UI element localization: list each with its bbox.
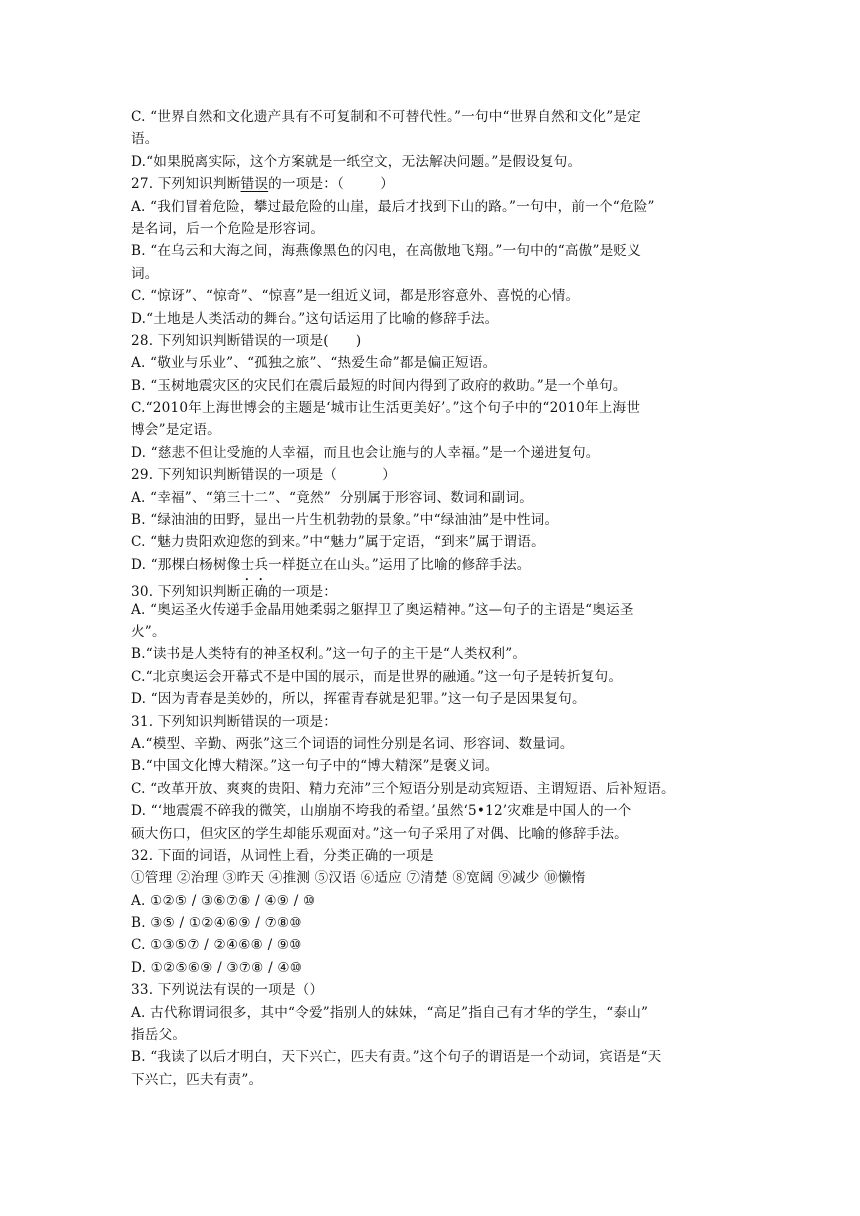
- text-line: 博会”是定语。: [131, 422, 221, 439]
- text-line: ①管理 ②治理 ③昨天 ④推测 ⑤汉语 ⑥适应 ⑦清楚 ⑧宽阔 ⑨减少 ⑩懒惰: [131, 870, 586, 887]
- text-line: B. ③⑤ / ①②④⑥⑨ / ⑦⑧⑩: [131, 915, 302, 932]
- text-line: C.“北京奥运会开幕式不是中国的展示，而是世界的融通。”这一句子是转折复句。: [131, 668, 623, 685]
- line-segment: 的一项是：（ ）: [268, 176, 395, 193]
- text-line: 火”。: [131, 623, 166, 640]
- text-line: B.“中国文化博大精深。”这一句子中的“博大精深”是褒义词。: [131, 758, 499, 775]
- text-line: 硕大伤口，但灾区的学生却能乐观面对。”这一句子采用了对偶、比喻的修辞手法。: [131, 825, 628, 842]
- text-line: B. “绿油油的田野，显出一片生机勃勃的景象。”中“绿油油”是中性词。: [131, 512, 559, 529]
- emphasized-word: 错误: [240, 176, 269, 193]
- text-line: 下兴亡，匹夫有责”。: [131, 1071, 263, 1088]
- text-line: [131, 576, 731, 598]
- text-line: [131, 173, 731, 195]
- text-line: C. “世界自然和文化遗产具有不可复制和不可替代性。”一句中“世界自然和文化”是定: [131, 109, 641, 125]
- text-line: D. “因为青春是美妙的，所以，挥霍青春就是犯罪。”这一句子是因果复句。: [131, 691, 586, 708]
- text-line: B. “我读了以后才明白，天下兴亡，匹夫有责。”这个句子的谓语是一个动词，宾语是“天: [131, 1049, 662, 1066]
- line-segment: 的一项是：: [268, 584, 338, 599]
- text-line: B.“读书是人类特有的神圣权利。”这一句子的主干是“人类权利”。: [131, 646, 527, 663]
- text-line: 29. 下列知识判断错误的一项是（ ）: [131, 467, 397, 484]
- text-line: 是名词，后一个危险是形容词。: [131, 220, 325, 237]
- text-line: D.“土地是人类活动的舞台。”这句话运用了比喻的修辞手法。: [131, 310, 499, 327]
- text-line: 32. 下面的词语，从词性上看，分类正确的一项是: [131, 847, 434, 864]
- text-line: 语。: [131, 131, 159, 148]
- text-line: D. “‘地震震不碎我的微笑，山崩崩不垮我的希望。’虽然‘5•12’灾难是中国人的一个: [131, 803, 632, 820]
- text-line: A. “敬业与乐业”、“孤独之旅”、“热爱生命”都是偏正短语。: [131, 355, 497, 372]
- text-line: B. “玉树地震灾区的灾民们在震后最短的时间内得到了政府的救助。”是一个单句。: [131, 377, 627, 394]
- text-line: C. “惊讶”、“惊奇”、“惊喜”是一组近义词，都是形容意外、喜悦的心情。: [131, 288, 580, 305]
- text-line: 28. 下列知识判断错误的一项是( ): [131, 332, 362, 349]
- text-line: A.“模型、辛勤、两张”这三个词语的词性分别是名词、形容词、数量词。: [131, 735, 574, 752]
- text-line: A. “奥运圣火传递手金晶用她柔弱之躯捍卫了奥运精神。”这—句子的主语是“奥运圣: [131, 601, 634, 618]
- text-line: 33. 下列说法有误的一项是（）: [131, 982, 324, 999]
- text-line: C. “魅力贵阳欢迎您的到来。”中“魅力”属于定语，“到来”属于谓语。: [131, 534, 545, 551]
- text-line: D.“如果脱离实际，这个方案就是一纸空文，无法解决问题。”是假设复句。: [131, 153, 582, 170]
- text-line: 词。: [131, 265, 159, 282]
- document-body: [131, 106, 731, 1091]
- text-line: C. ①③⑤⑦ / ②④⑥⑧ / ⑨⑩: [131, 937, 302, 954]
- text-line: B. “在乌云和大海之间，海燕像黑色的闪电，在高傲地飞翔。”一句中的“高傲”是贬义: [131, 243, 642, 260]
- text-line: C. “改革开放、爽爽的贵阳、精力充沛”三个短语分别是动宾短语、主谓短语、后补短语。: [131, 780, 675, 797]
- line-segment: 27. 下列知识判断: [131, 176, 241, 193]
- text-line: 指岳父。: [131, 1027, 187, 1044]
- emphasized-word: 正确: [240, 584, 269, 599]
- line-segment: 30. 下列知识判断: [131, 584, 241, 599]
- text-line: 31. 下列知识判断错误的一项是：: [131, 713, 338, 730]
- text-line: C.“2010年上海世博会的主题是‘城市让生活更美好’。”这个句子中的“2010年上海世: [131, 400, 641, 417]
- text-line: A. “幸福”、“第三十二”、“竟然” 分别属于形容词、数词和副词。: [131, 489, 534, 506]
- text-line: D. “那棵白杨树像士兵一样挺立在山头。”运用了比喻的修辞手法。: [131, 556, 531, 573]
- text-line: A. ①②⑤ / ③⑥⑦⑧ / ④⑨ / ⑩: [131, 892, 316, 909]
- text-line: D. ①②⑤⑥⑨ / ③⑦⑧ / ④⑩: [131, 959, 303, 976]
- text-line: D. “慈悲不但让受施的人幸福，而且也会让施与的人幸福。”是一个递进复句。: [131, 444, 600, 461]
- text-line: A. “我们冒着危险，攀过最危险的山崖，最后才找到下山的路。”一句中，前一个“危险”: [131, 198, 655, 215]
- text-line: A. 古代称谓词很多，其中“令爱”指别人的妹妹，“高足”指自己有才华的学生，“泰山”: [131, 1004, 649, 1021]
